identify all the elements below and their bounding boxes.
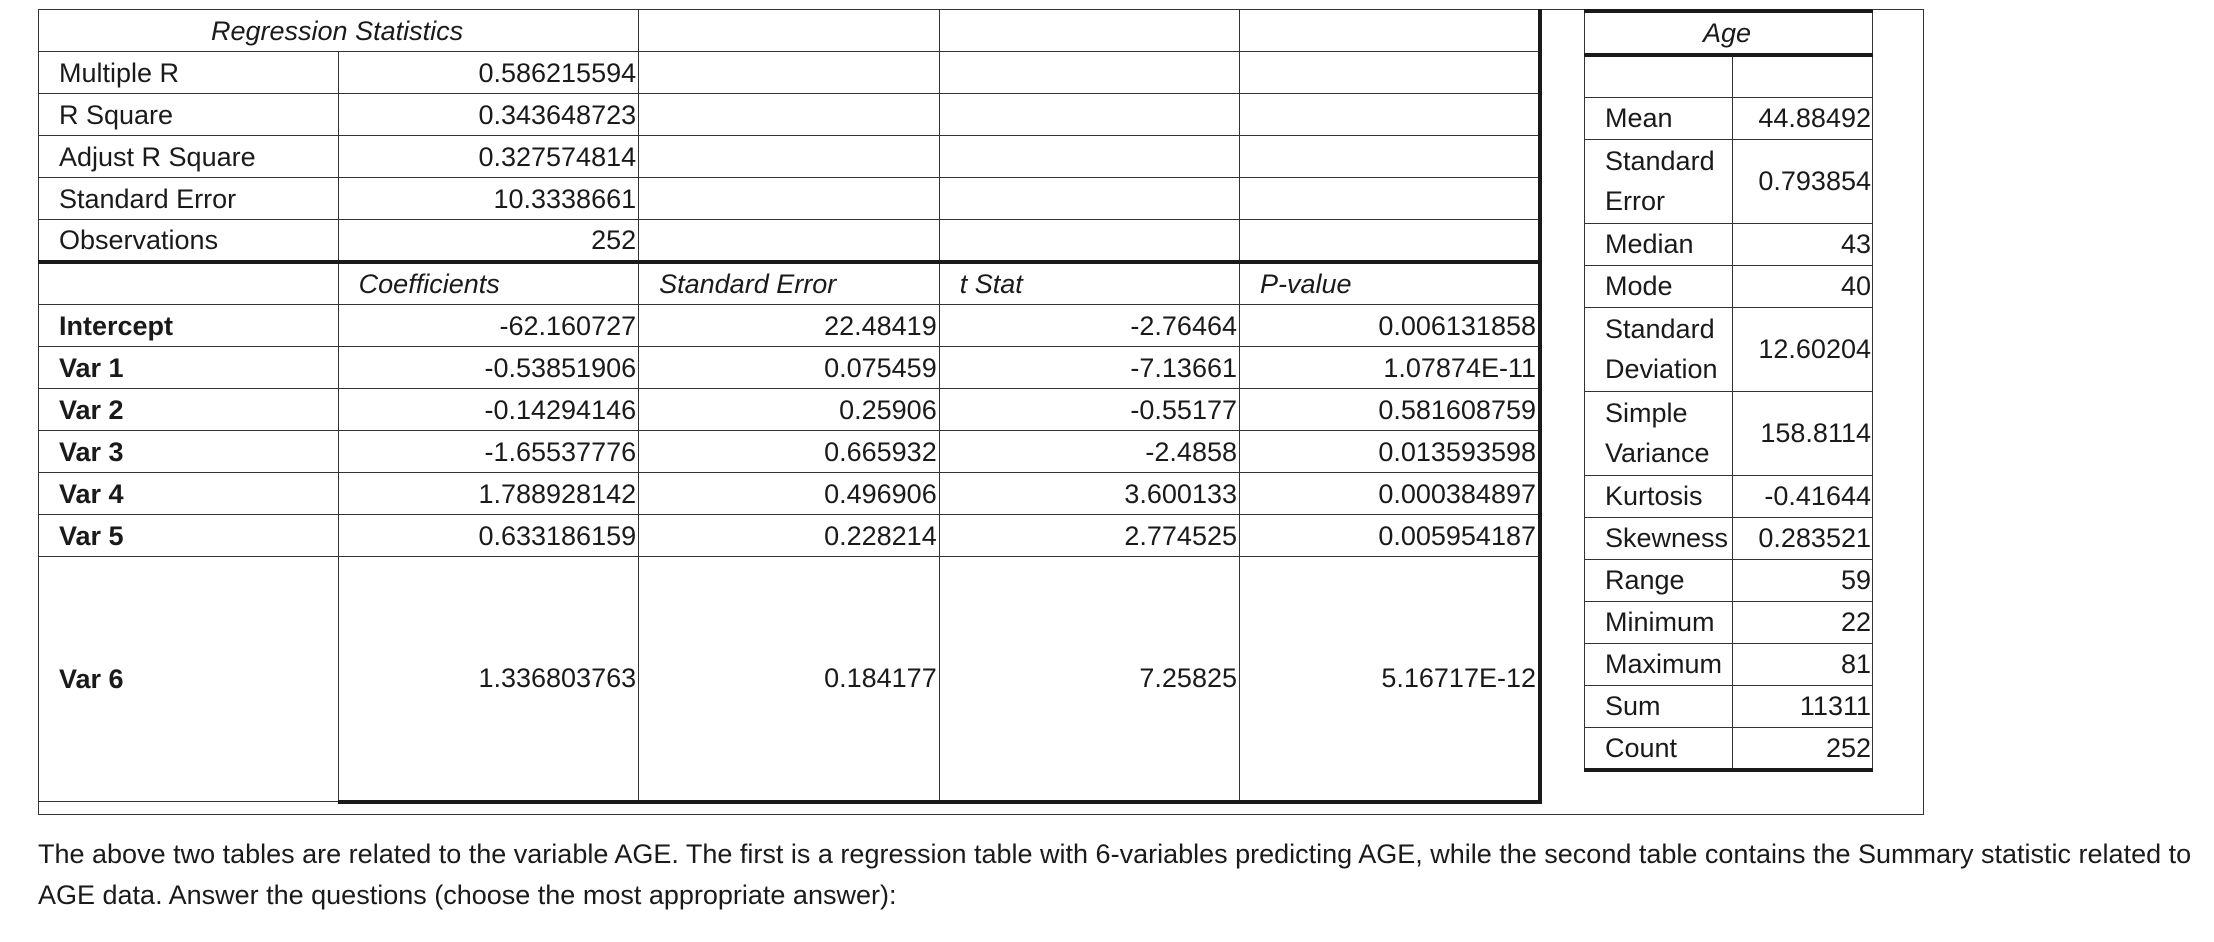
variable-name: Intercept <box>39 305 339 347</box>
coefficient-value: 1.788928142 <box>338 473 638 515</box>
summary-value: 252 <box>1732 727 1872 770</box>
summary-value: 158.8114 <box>1732 391 1872 475</box>
age-table-title: Age <box>1585 11 1873 55</box>
stat-label: R Square <box>39 94 339 136</box>
stat-value: 252 <box>338 220 638 263</box>
stat-row <box>39 94 1541 136</box>
column-header-standard-error: Standard Error <box>639 262 940 305</box>
summary-label: Simple Variance <box>1585 391 1733 475</box>
summary-label: Minimum <box>1585 601 1733 643</box>
coefficient-row <box>39 431 1541 473</box>
summary-value: 0.793854 <box>1732 139 1872 223</box>
t-stat-value: -0.55177 <box>939 389 1239 431</box>
question-caption: The above two tables are related to the variable AGE. The first is a regression table with 6-variables predicting AGE, while the second table contains the Summary statistic related to AGE data. Answer the questions (choose the most appropriate answer): <box>38 839 2192 910</box>
p-value: 0.013593598 <box>1240 431 1541 473</box>
p-value: 5.16717E-12 <box>1240 557 1541 802</box>
coefficient-value: -1.65537776 <box>338 431 638 473</box>
summary-row <box>1585 265 1873 307</box>
summary-label: Kurtosis <box>1585 475 1733 517</box>
summary-value: 81 <box>1732 643 1872 685</box>
t-stat-value: 2.774525 <box>939 515 1239 557</box>
t-stat-value: 3.600133 <box>939 473 1239 515</box>
stat-label: Adjust R Square <box>39 136 339 178</box>
summary-row <box>1585 223 1873 265</box>
coefficient-value: -0.14294146 <box>338 389 638 431</box>
t-stat-value: 7.25825 <box>939 557 1239 802</box>
column-header-t-stat: t Stat <box>939 262 1239 305</box>
standard-error-value: 0.228214 <box>639 515 940 557</box>
regression-table <box>38 9 1542 804</box>
summary-value: 22 <box>1732 601 1872 643</box>
coefficient-row <box>39 305 1541 347</box>
coefficient-value: -0.53851906 <box>338 347 638 389</box>
summary-label: Standard Deviation <box>1585 307 1733 391</box>
stat-label: Multiple R <box>39 52 339 94</box>
coefficients-header-row <box>39 262 1541 305</box>
p-value: 0.005954187 <box>1240 515 1541 557</box>
stat-value: 0.343648723 <box>338 94 638 136</box>
coefficient-value: -62.160727 <box>338 305 638 347</box>
stat-row <box>39 52 1541 94</box>
summary-value: 43 <box>1732 223 1872 265</box>
coefficient-row <box>39 515 1541 557</box>
summary-row <box>1585 475 1873 517</box>
p-value: 0.006131858 <box>1240 305 1541 347</box>
coefficient-row <box>39 347 1541 389</box>
t-stat-value: -2.76464 <box>939 305 1239 347</box>
standard-error-value: 0.25906 <box>639 389 940 431</box>
summary-row <box>1585 559 1873 601</box>
standard-error-value: 0.075459 <box>639 347 940 389</box>
summary-label: Range <box>1585 559 1733 601</box>
stat-row <box>39 220 1541 263</box>
stat-label: Observations <box>39 220 339 263</box>
summary-value: 44.88492 <box>1732 97 1872 139</box>
summary-label: Standard Error <box>1585 139 1733 223</box>
age-title-row <box>1585 11 1873 55</box>
summary-row <box>1585 517 1873 559</box>
variable-name: Var 3 <box>39 431 339 473</box>
standard-error-value: 0.496906 <box>639 473 940 515</box>
summary-label: Skewness <box>1585 517 1733 559</box>
summary-row <box>1585 391 1873 475</box>
coefficient-row <box>39 473 1541 515</box>
variable-name: Var 4 <box>39 473 339 515</box>
summary-value: 0.283521 <box>1732 517 1872 559</box>
summary-row <box>1585 643 1873 685</box>
age-summary-table <box>1584 9 1873 772</box>
variable-name: Var 5 <box>39 515 339 557</box>
summary-label: Mean <box>1585 97 1733 139</box>
summary-label: Count <box>1585 727 1733 770</box>
stat-value: 0.586215594 <box>338 52 638 94</box>
stat-row <box>39 136 1541 178</box>
column-header-p-value: P-value <box>1240 262 1541 305</box>
summary-row <box>1585 307 1873 391</box>
coefficient-value: 1.336803763 <box>338 557 638 802</box>
standard-error-value: 22.48419 <box>639 305 940 347</box>
standard-error-value: 0.665932 <box>639 431 940 473</box>
summary-value: 12.60204 <box>1732 307 1872 391</box>
t-stat-value: -2.4858 <box>939 431 1239 473</box>
coefficient-row <box>39 557 1541 802</box>
coefficient-row <box>39 389 1541 431</box>
summary-row <box>1585 601 1873 643</box>
summary-row <box>1585 727 1873 770</box>
t-stat-value: -7.13661 <box>939 347 1239 389</box>
stat-value: 0.327574814 <box>338 136 638 178</box>
summary-label: Median <box>1585 223 1733 265</box>
column-header-coefficients: Coefficients <box>338 262 638 305</box>
stat-value: 10.3338661 <box>338 178 638 220</box>
p-value: 0.000384897 <box>1240 473 1541 515</box>
summary-row <box>1585 685 1873 727</box>
p-value: 1.07874E-11 <box>1240 347 1541 389</box>
summary-value: 59 <box>1732 559 1872 601</box>
summary-row <box>1585 97 1873 139</box>
variable-name: Var 1 <box>39 347 339 389</box>
standard-error-value: 0.184177 <box>639 557 940 802</box>
summary-value: 11311 <box>1732 685 1872 727</box>
variable-name: Var 6 <box>39 557 339 802</box>
summary-label: Mode <box>1585 265 1733 307</box>
coefficient-value: 0.633186159 <box>338 515 638 557</box>
p-value: 0.581608759 <box>1240 389 1541 431</box>
summary-label: Maximum <box>1585 643 1733 685</box>
regression-statistics-header: Regression Statistics <box>39 10 639 52</box>
stat-label: Standard Error <box>39 178 339 220</box>
stat-row <box>39 178 1541 220</box>
summary-value: 40 <box>1732 265 1872 307</box>
summary-label: Sum <box>1585 685 1733 727</box>
variable-name: Var 2 <box>39 389 339 431</box>
summary-value: -0.41644 <box>1732 475 1872 517</box>
regression-header-row <box>39 10 1541 52</box>
summary-row <box>1585 139 1873 223</box>
